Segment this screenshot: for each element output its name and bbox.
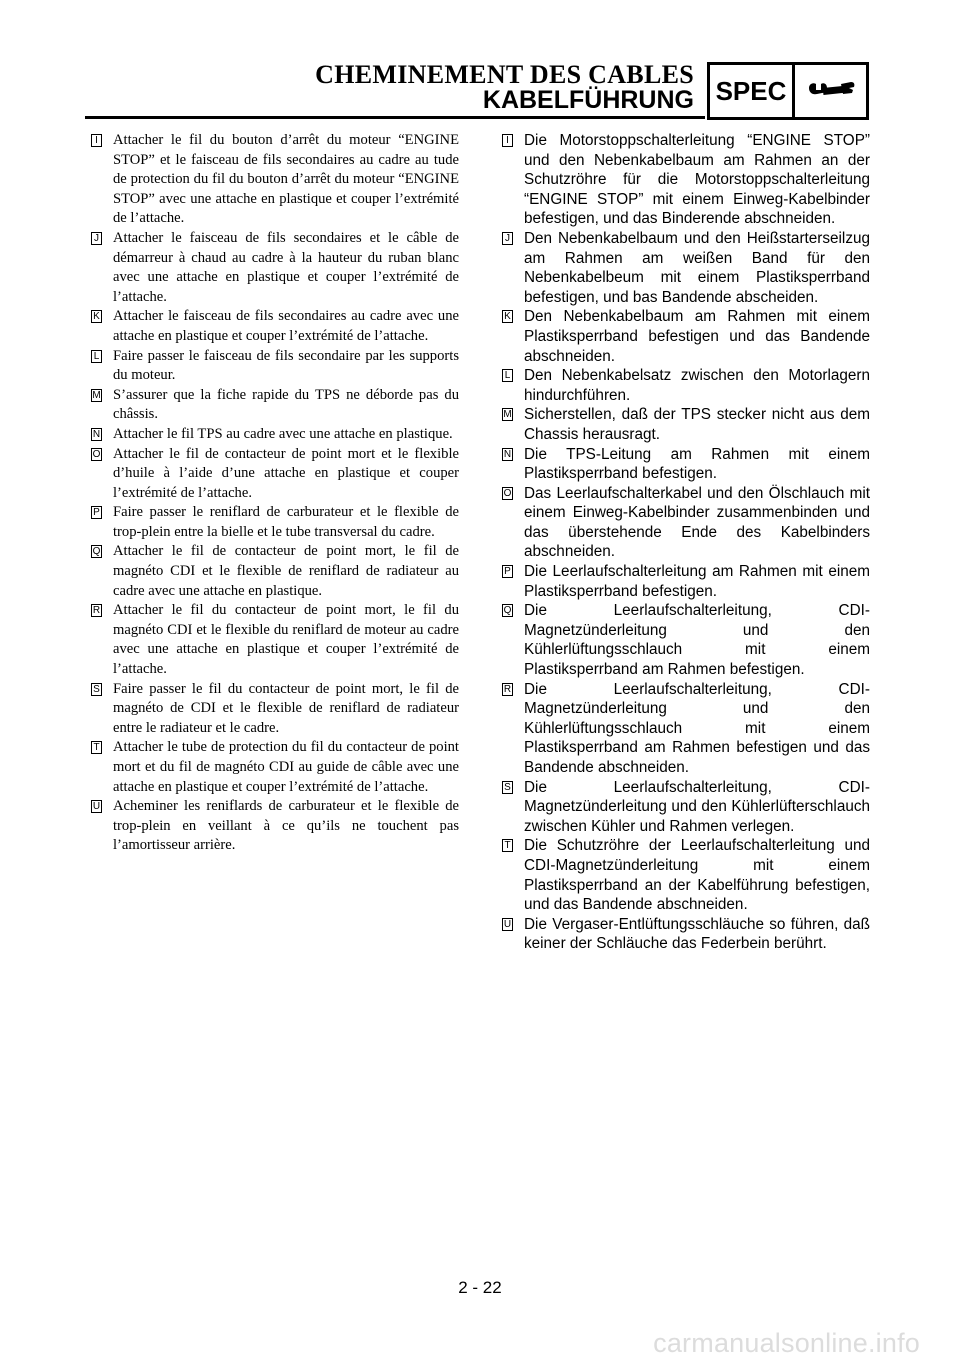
callout-marker: L bbox=[502, 369, 513, 382]
callout-marker: Q bbox=[503, 605, 512, 617]
page-number: 2 - 22 bbox=[458, 1278, 502, 1297]
instruction-item bbox=[502, 601, 870, 679]
instruction-text: Die TPS-Leitung am Rahmen mit einem Plastiksperrband befestigen. bbox=[524, 445, 870, 483]
instruction-item bbox=[91, 797, 459, 856]
instruction-item bbox=[502, 680, 870, 778]
callout-marker: K bbox=[91, 310, 102, 323]
instruction-text: Die Motorstoppschalterleitung “ENGINE STOP” und den Nebenkabelbaum am Rahmen an der Schutzröhre für die Motorstoppschalterleitung “ENGINE STOP” mit einem Einweg-Kabelbinder befestigen, und das Binderende abschneiden. bbox=[524, 132, 870, 228]
instruction-item bbox=[502, 778, 870, 837]
instruction-text: Attacher le fil du contacteur de point mort, le fil du magnéto CDI et le flexible du reniflard de moteur au cadre avec une attache en plastique et couper l’extrémité de l’attache. bbox=[113, 602, 459, 678]
instruction-item bbox=[502, 131, 870, 229]
callout-marker: O bbox=[503, 487, 512, 499]
instruction-item bbox=[502, 484, 870, 562]
instruction-text: Die Leerlaufschalterleitung, CDI-Magnetzünderleitung und den Kühlerlüftungsschlauch mit einem Plastiksperrband am Rahmen befestigen. bbox=[524, 602, 870, 679]
instruction-text: Attacher le fil TPS au cadre avec une attache en plastique. bbox=[113, 425, 453, 442]
callout-marker: S bbox=[91, 683, 102, 696]
instruction-item bbox=[91, 307, 459, 346]
callout-marker: N bbox=[92, 428, 101, 440]
instruction-item bbox=[91, 347, 459, 386]
instruction-text: Attacher le faisceau de fils secondaires au cadre avec une attache en plastique et couper l’extrémité de l’attache. bbox=[113, 308, 459, 344]
instruction-text: Die Leerlaufschalterleitung, CDI-Magnetzünderleitung und den Kühlerlüfterschlauch zwischen Kühler und Rahmen verlegen. bbox=[524, 778, 870, 835]
instruction-item bbox=[502, 366, 870, 405]
instruction-item bbox=[91, 680, 459, 739]
instruction-text: Die Leerlaufschalterleitung, CDI-Magnetzünderleitung und den Kühlerlüftungsschlauch mit einem Plastiksperrband am Rahmen befestigen und das Bandende abschneiden. bbox=[524, 680, 870, 776]
instruction-item bbox=[91, 542, 459, 601]
spec-badge bbox=[707, 62, 869, 120]
instruction-text: Den Nebenkabelsatz zwischen den Motorlagern hindurchführen. bbox=[524, 367, 870, 404]
instruction-item bbox=[91, 229, 459, 307]
callout-marker: R bbox=[503, 683, 512, 695]
instruction-text: Sicherstellen, daß der TPS stecker nicht aus dem Chassis herausragt. bbox=[524, 406, 870, 443]
callout-marker: P bbox=[91, 506, 102, 519]
instruction-text: Attacher le fil de contacteur de point mort et le flexible d’huile à l’aide d’une attache en plastique et couper l’extrémité de l’attache. bbox=[113, 445, 459, 501]
callout-marker: S bbox=[502, 781, 513, 794]
callout-marker: K bbox=[502, 310, 513, 323]
callout-marker: R bbox=[92, 605, 101, 617]
callout-marker: M bbox=[92, 389, 101, 401]
instruction-item bbox=[502, 229, 870, 307]
callout-marker: M bbox=[503, 409, 512, 421]
instruction-item bbox=[91, 738, 459, 797]
instruction-text: Die Schutzröhre der Leerlaufschalterleitung und CDI-Magnetzünderleitung mit einem Plastiksperrband an der Kabelführung befestigen, und das Bandende abschneiden. bbox=[524, 837, 870, 914]
wrench-icon bbox=[805, 78, 857, 104]
callout-marker: P bbox=[502, 565, 513, 578]
instruction-text: Faire passer le fil du contacteur de point mort, le fil de magnéto de CDI et le flexible de reniflard de radiateur entre le radiateur et le cadre. bbox=[113, 680, 459, 736]
instruction-text: Attacher le tube de protection du fil du contacteur de point mort et du fil de magnéto CDI au guide de câble avec une attache en plastique et couper l’extrémité de l’attache. bbox=[113, 739, 459, 795]
callout-marker: N bbox=[503, 448, 512, 460]
instruction-text: Die Leerlaufschalterleitung am Rahmen mit einem Plastiksperrband befestigen. bbox=[524, 563, 870, 600]
callout-marker: L bbox=[91, 350, 102, 363]
instructions-de bbox=[502, 131, 870, 954]
instruction-item bbox=[91, 445, 459, 504]
header-rule bbox=[85, 116, 705, 119]
instructions-fr bbox=[91, 131, 459, 856]
callout-marker: I bbox=[502, 134, 513, 147]
instruction-item bbox=[91, 131, 459, 229]
instruction-item bbox=[91, 386, 459, 425]
instruction-item bbox=[502, 405, 870, 444]
instruction-item bbox=[502, 836, 870, 914]
instruction-item bbox=[91, 503, 459, 542]
callout-marker: U bbox=[503, 918, 512, 930]
instruction-text: Attacher le faisceau de fils secondaires et le câble de démarreur à chaud au cadre à la hauteur du ruban blanc avec une attache en plastique et couper l’extrémité de l’attache. bbox=[113, 229, 459, 305]
instruction-item bbox=[502, 915, 870, 954]
instruction-item bbox=[502, 307, 870, 366]
callout-marker: J bbox=[91, 232, 102, 245]
instruction-text: Attacher le fil du bouton d’arrêt du moteur “ENGINE STOP” et le faisceau de fils secondaires au cadre au tude de protection du fil du bouton d’arrêt du moteur “ENGINE STOP” avec une attache en plastique et couper l’extrémité de l’attache. bbox=[113, 132, 459, 227]
instruction-text: S’assurer que la fiche rapide du TPS ne déborde pas du châssis. bbox=[113, 386, 459, 423]
callout-marker: J bbox=[502, 232, 513, 245]
instruction-item bbox=[91, 425, 459, 445]
instruction-item bbox=[502, 562, 870, 601]
instruction-text: Faire passer le reniflard de carburateur et le flexible de trop-plein entre la bielle et le tube transversal du cadre. bbox=[113, 504, 459, 540]
callout-marker: I bbox=[91, 134, 102, 147]
instruction-text: Attacher le fil de contacteur de point mort, le fil de magnéto CDI et le flexible de reniflard de radiateur au cadre avec une attache en plastique. bbox=[113, 543, 459, 599]
section-title-de: KABELFÜHRUNG bbox=[482, 86, 694, 114]
instruction-item bbox=[91, 601, 459, 679]
section-title-fr: CHEMINEMENT DES CABLES bbox=[315, 60, 694, 89]
instruction-text: Acheminer les reniflards de carburateur et le flexible de trop-plein en veillant à ce qu’ils ne touchent pas l’amortisseur arrière. bbox=[113, 798, 459, 854]
instruction-text: Faire passer le faisceau de fils secondaire par les supports du moteur. bbox=[113, 347, 459, 384]
instruction-item bbox=[502, 445, 870, 484]
spec-label: SPEC bbox=[710, 65, 795, 117]
instruction-text: Den Nebenkabelbaum am Rahmen mit einem Plastiksperrband befestigen und das Bandende abschneiden. bbox=[524, 308, 870, 365]
callout-marker: U bbox=[92, 801, 101, 813]
instruction-text: Das Leerlaufschalterkabel und den Ölschlauch mit einem Einweg-Kabelbinder zusammenbinden und das überstehende Ende des Kabelbinders abschneiden. bbox=[524, 484, 870, 561]
callout-marker: T bbox=[91, 741, 102, 754]
callout-marker: T bbox=[502, 839, 513, 852]
instruction-text: Den Nebenkabelbaum und den Heißstarterseilzug am Rahmen am weißen Band für den Nebenkabelbeum mit einem Plastiksperrband befestigen, und bas Bandende abscheiden. bbox=[524, 229, 870, 306]
callout-marker: O bbox=[92, 448, 101, 460]
watermark: carmanualsonline.info bbox=[653, 1328, 920, 1358]
instruction-text: Die Vergaser-Entlüftungsschläuche so führen, daß keiner der Schläuche das Federbein berührt. bbox=[524, 915, 870, 953]
callout-marker: Q bbox=[92, 546, 101, 558]
spec-icon-cell bbox=[795, 65, 866, 117]
